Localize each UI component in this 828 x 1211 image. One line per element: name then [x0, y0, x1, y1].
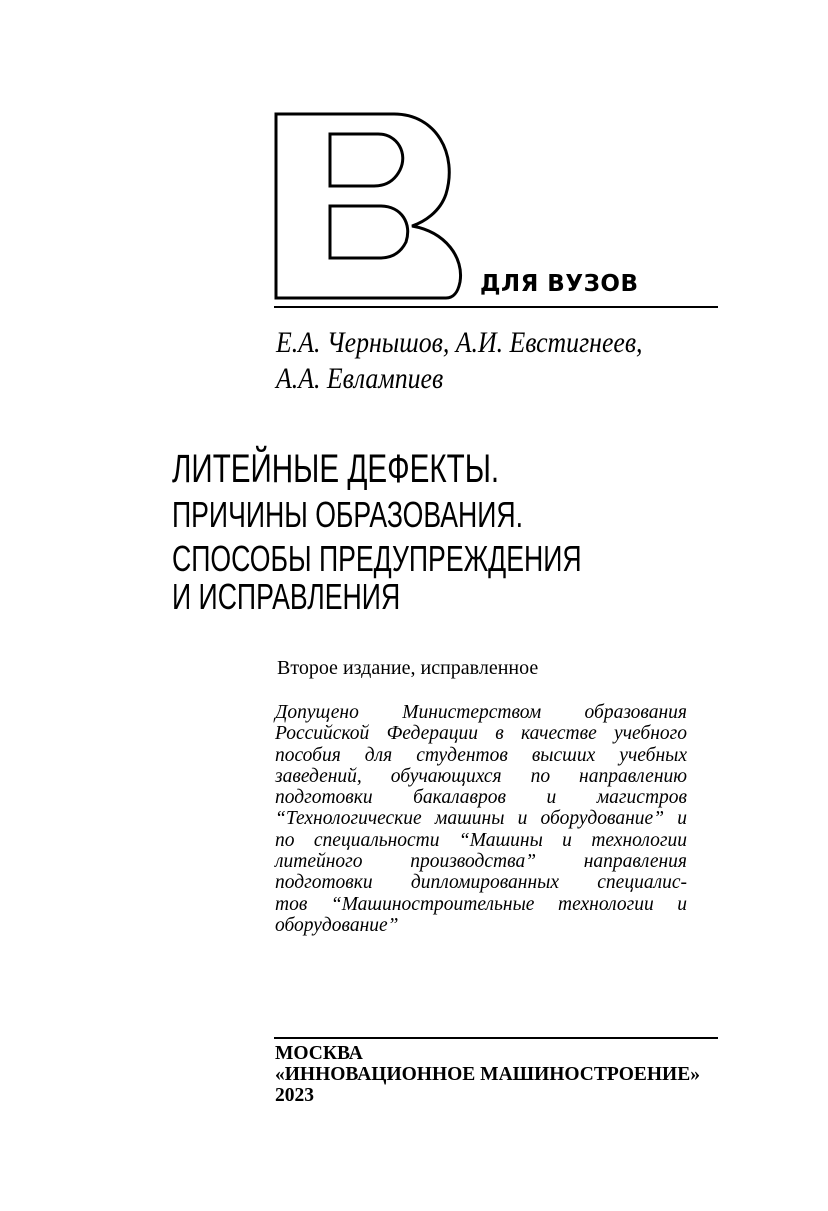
approval-note — [275, 702, 687, 936]
authors-line: А.А. Евлампиев — [276, 362, 444, 395]
title-line: И ИСПРАВЛЕНИЯ — [172, 576, 401, 617]
approval-line: по специальности “Машины и технологии — [275, 829, 687, 851]
publication-year: 2023 — [275, 1085, 314, 1106]
series-logo — [274, 112, 464, 300]
series-label: ДЛЯ ВУЗОВ — [480, 271, 639, 297]
approval-line: Допущено Министерством образования — [275, 702, 687, 723]
authors — [276, 325, 643, 397]
approval-line: Российской Федерации в качестве учебного — [275, 723, 687, 745]
publisher-block — [275, 1043, 700, 1106]
approval-line: “Технологические машины и оборудование” и — [275, 808, 687, 830]
book-title — [172, 445, 582, 619]
approval-line: тов “Машиностроительные технологии и — [275, 893, 687, 915]
approval-line: литейного производства” направления — [275, 851, 687, 873]
approval-line: подготовки дипломированных специалис- — [275, 872, 687, 894]
authors-line: Е.А. Чернышов, А.И. Евстигнеев, — [276, 326, 643, 359]
publisher-name: «ИННОВАЦИОННОЕ МАШИНОСТРОЕНИЕ» — [275, 1064, 700, 1085]
top-divider — [274, 306, 718, 308]
title-line: ПРИЧИНЫ ОБРАЗОВАНИЯ. — [172, 494, 524, 535]
title-line: СПОСОБЫ ПРЕДУПРЕЖДЕНИЯ — [172, 538, 582, 579]
approval-line: пособия для студентов высших учебных — [275, 744, 687, 766]
approval-line: оборудование” — [275, 914, 399, 936]
edition-note: Второе издание, исправленное — [277, 657, 539, 679]
title-line: ЛИТЕЙНЫЕ ДЕФЕКТЫ. — [172, 447, 500, 491]
approval-line: подготовки бакалавров и магистров — [275, 787, 687, 809]
publisher-city: МОСКВА — [275, 1043, 363, 1064]
approval-line: заведений, обучающихся по направлению — [275, 765, 687, 787]
bottom-divider — [274, 1037, 718, 1039]
